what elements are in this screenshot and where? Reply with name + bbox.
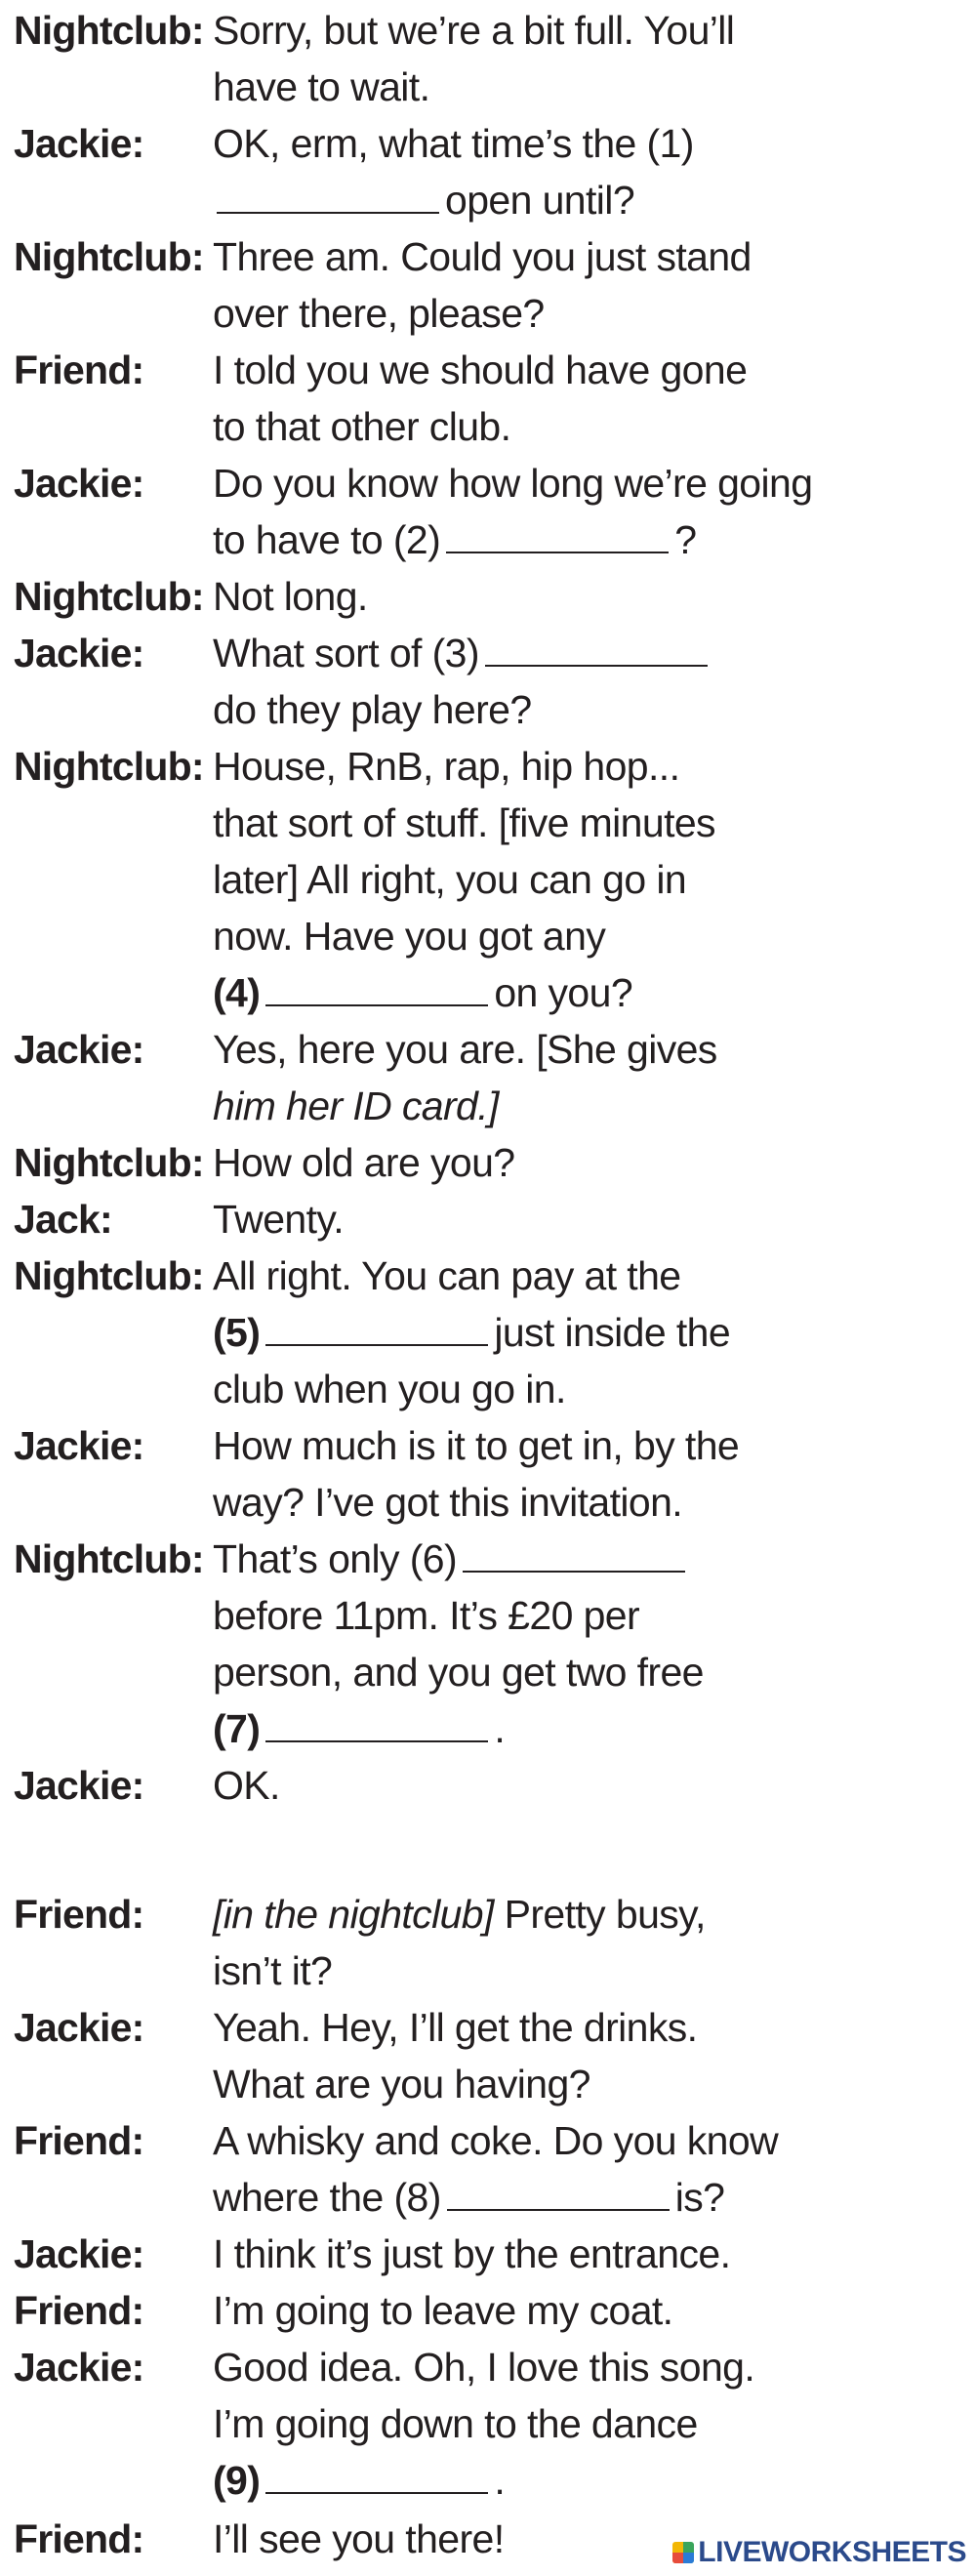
dialogue-line: way? I’ve got this invitation.: [213, 1480, 683, 1525]
dialogue-line: All right. You can pay at the: [213, 1253, 681, 1298]
speaker-label: Jackie:: [14, 1763, 144, 1808]
dialogue-line: Sorry, but we’re a bit full. You’ll: [213, 8, 735, 53]
speaker-label: Friend:: [14, 2516, 144, 2561]
dialogue-line-with-blank: [213, 172, 798, 228]
answer-blank-8[interactable]: [447, 2180, 670, 2211]
dialogue-line: How old are you?: [213, 1140, 515, 1185]
dialogue-line: have to wait.: [213, 64, 430, 109]
dialogue-line-text: ?: [674, 517, 697, 562]
speaker-label: Jackie:: [14, 461, 144, 506]
speaker-label: Jackie:: [14, 2231, 144, 2276]
dialogue-line-with-blank: [213, 1531, 798, 1587]
dialogue-line-with-blank: [213, 1304, 798, 1361]
dialogue-line: later] All right, you can go in: [213, 857, 687, 902]
stage-direction: [in the nightclub]: [213, 1892, 494, 1937]
dialogue-line: A whisky and coke. Do you know: [213, 2118, 779, 2163]
dialogue-line: How much is it to get in, by the: [213, 1423, 740, 1468]
dialogue-line-with-blank: [213, 511, 798, 568]
speaker-label: Nightclub:: [14, 1140, 204, 1185]
dialogue-line: before 11pm. It’s £20 per: [213, 1593, 640, 1638]
dialogue-line-with-blank: [213, 2169, 798, 2226]
dialogue-line: I’m going down to the dance: [213, 2401, 698, 2446]
dialogue-line-with-blank: [213, 964, 798, 1021]
dialogue-line: now. Have you got any: [213, 914, 606, 959]
speaker-label: Nightclub:: [14, 234, 204, 279]
dialogue-line-text: just inside the: [494, 1310, 731, 1355]
dialogue-line: do they play here?: [213, 687, 532, 732]
dialogue-line-text: where the (8): [213, 2175, 441, 2220]
answer-blank-5[interactable]: [265, 1315, 488, 1346]
dialogue-line-text: What sort of (3): [213, 631, 479, 675]
speaker-label: Nightclub:: [14, 1536, 204, 1581]
blank-number: (9): [213, 2458, 261, 2503]
speaker-label: Jackie:: [14, 1027, 144, 1072]
speaker-label: Nightclub:: [14, 744, 204, 789]
dialogue-line: OK, erm, what time’s the (1): [213, 121, 694, 166]
speaker-label: Friend:: [14, 1892, 144, 1937]
dialogue-line: Twenty.: [213, 1197, 345, 1242]
speaker-label: Friend:: [14, 2288, 144, 2333]
dialogue-line: over there, please?: [213, 291, 545, 336]
dialogue-line: I think it’s just by the entrance.: [213, 2231, 731, 2276]
speaker-label: Jackie:: [14, 2005, 144, 2050]
dialogue-line: Yeah. Hey, I’ll get the drinks.: [213, 2005, 698, 2050]
dialogue-line: that sort of stuff. [five minutes: [213, 800, 715, 845]
answer-blank-9[interactable]: [265, 2463, 488, 2494]
speaker-label: Nightclub:: [14, 8, 204, 53]
dialogue-line-with-blank: [213, 1700, 798, 1757]
dialogue-line: isn’t it?: [213, 1948, 333, 1993]
dialogue-line: Yes, here you are. [She gives: [213, 1027, 717, 1072]
speaker-label: Friend:: [14, 2118, 144, 2163]
speaker-label: Jackie:: [14, 631, 144, 675]
blank-number: (7): [213, 1706, 261, 1751]
dialogue-line: Not long.: [213, 574, 368, 619]
answer-blank-7[interactable]: [265, 1711, 488, 1742]
dialogue-line: Good idea. Oh, I love this song.: [213, 2345, 755, 2390]
dialogue-line: I told you we should have gone: [213, 348, 748, 392]
speaker-label: Jack:: [14, 1197, 112, 1242]
speaker-label: Friend:: [14, 348, 144, 392]
dialogue-line: [213, 1886, 798, 1942]
dialogue-line-text: to have to (2): [213, 517, 441, 562]
dialogue-line-text: That’s only (6): [213, 1536, 458, 1581]
answer-blank-3[interactable]: [485, 635, 708, 667]
speaker-label: Nightclub:: [14, 574, 204, 619]
blank-number: (4): [213, 970, 261, 1015]
liveworksheets-logo[interactable]: [672, 2531, 966, 2574]
dialogue-line-with-blank: [213, 625, 798, 681]
dialogue-line: club when you go in.: [213, 1367, 566, 1411]
dialogue-line-text: on you?: [494, 970, 633, 1015]
dialogue-line-text: .: [494, 2458, 506, 2503]
dialogue-line: I’ll see you there!: [213, 2516, 505, 2561]
dialogue-line: him her ID card.]: [213, 1084, 499, 1128]
speaker-label: Jackie:: [14, 1423, 144, 1468]
liveworksheets-logo-icon: [672, 2542, 694, 2563]
answer-blank-2[interactable]: [446, 522, 669, 553]
dialogue-line-text: open until?: [445, 178, 635, 223]
speaker-label: Jackie:: [14, 121, 144, 166]
blank-number: (5): [213, 1310, 261, 1355]
dialogue-line: to that other club.: [213, 404, 511, 449]
answer-blank-4[interactable]: [265, 975, 488, 1006]
dialogue-line-text: Pretty busy,: [504, 1892, 706, 1937]
dialogue-line-text: .: [494, 1706, 506, 1751]
dialogue-line-with-blank: [213, 2452, 798, 2509]
dialogue-line: What are you having?: [213, 2062, 590, 2106]
dialogue-line: OK.: [213, 1763, 280, 1808]
dialogue-line: Three am. Could you just stand: [213, 234, 752, 279]
logo-text: LIVEWORKSHEETS: [698, 2536, 966, 2568]
answer-blank-6[interactable]: [463, 1541, 685, 1573]
dialogue-line: House, RnB, rap, hip hop...: [213, 744, 680, 789]
speaker-label: Jackie:: [14, 2345, 144, 2390]
speaker-label: Nightclub:: [14, 1253, 204, 1298]
dialogue-line: Do you know how long we’re going: [213, 461, 813, 506]
dialogue-line-text: is?: [674, 2175, 725, 2220]
dialogue-line: person, and you get two free: [213, 1650, 704, 1695]
dialogue-line: I’m going to leave my coat.: [213, 2288, 673, 2333]
answer-blank-1[interactable]: [217, 183, 439, 214]
